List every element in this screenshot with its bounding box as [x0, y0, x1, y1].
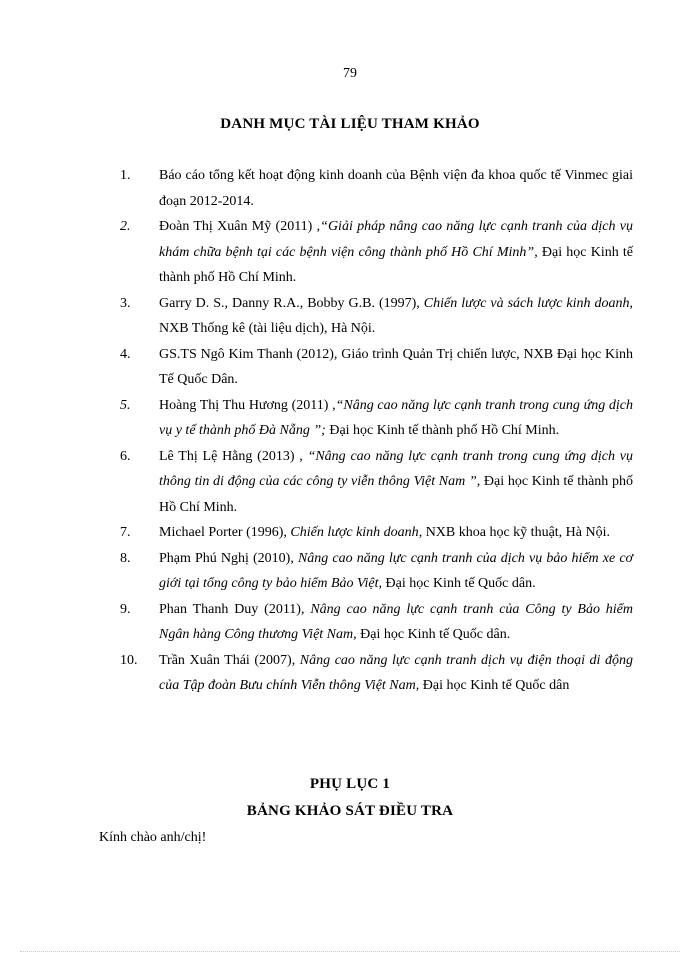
reference-number: 1.	[120, 168, 131, 183]
page-number: 79	[343, 66, 357, 81]
reference-item	[0, 393, 700, 444]
reference-number: 5.	[120, 397, 131, 413]
reference-number: 3.	[120, 295, 131, 311]
reference-title: Nâng cao năng lực cạnh tranh của dịch vụ bảo hiểm xe cơ giới tại tổng công ty bảo hiểm Bảo Việt,	[159, 550, 634, 591]
reference-item	[0, 163, 700, 214]
reference-title: “Nâng cao năng lực cạnh tranh trong cung ứng dịch vụ thông tin di động của các công ty viễn thông Việt Nam ”,	[159, 448, 633, 489]
reference-number: 9.	[120, 601, 131, 617]
reference-text: Phạm Phú Nghị (2010), Nâng cao năng lực cạnh tranh của dịch vụ bảo hiểm xe cơ giới tại tổng công ty bảo hiểm Bảo Việt, Đại học Kinh tế Quốc dân.	[159, 550, 634, 591]
appendix-title: PHỤ LỤC 1	[309, 776, 391, 792]
reference-item	[0, 342, 700, 393]
reference-text: Lê Thị Lệ Hằng (2013) , “Nâng cao năng lực cạnh tranh trong cung ứng dịch vụ thông tin di động của các công ty viễn thông Việt Nam ”, Đại học Kinh tế thành phố Hồ Chí Minh.	[159, 448, 633, 515]
reference-text: Michael Porter (1996), Chiến lược kinh doanh, NXB khoa học kỹ thuật, Hà Nội.	[159, 525, 610, 540]
references-title: DANH MỤC TÀI LIỆU THAM KHẢO	[220, 116, 480, 132]
reference-title: Nâng cao năng lực cạnh tranh dịch vụ điện thoại di động của Tập đoàn Bưu chính Viễn thông Việt Nam,	[159, 652, 633, 693]
reference-item	[0, 214, 700, 291]
references-list	[0, 163, 700, 699]
reference-number: 6.	[120, 448, 131, 464]
reference-item	[0, 648, 700, 699]
reference-item	[0, 597, 700, 648]
reference-text: Garry D. S., Danny R.A., Bobby G.B. (1997), Chiến lược và sách lược kinh doanh, NXB Thống kê (tài liệu dịch), Hà Nội.	[159, 295, 634, 336]
page-bottom-divider	[20, 951, 680, 952]
greeting-text: Kính chào anh/chị!	[99, 830, 207, 845]
reference-number: 8.	[120, 550, 131, 566]
reference-text: Trần Xuân Thái (2007), Nâng cao năng lực cạnh tranh dịch vụ điện thoại di động của Tập đoàn Bưu chính Viễn thông Việt Nam, Đại học Kinh tế Quốc dân	[159, 652, 633, 693]
reference-text: Hoàng Thị Thu Hương (2011) ,“Nâng cao năng lực cạnh tranh trong cung ứng dịch vụ y tế thành phố Đà Nẵng ”; Đại học Kinh tế thành phố Hồ Chí Minh.	[159, 397, 634, 438]
survey-title: BẢNG KHẢO SÁT ĐIỀU TRA	[246, 803, 454, 819]
reference-text: Phan Thanh Duy (2011), Nâng cao năng lực cạnh tranh của Công ty Bảo hiểm Ngân hàng Công thương Việt Nam, Đại học Kinh tế Quốc dân.	[159, 601, 634, 642]
reference-text: GS.TS Ngô Kim Thanh (2012), Giáo trình Quản Trị chiến lược, NXB Đại học Kinh Tế Quốc Dân.	[159, 346, 633, 387]
reference-number: 10.	[120, 652, 138, 668]
reference-title: “Giải pháp nâng cao năng lực cạnh tranh của dịch vụ khám chữa bệnh tại các bệnh viện công thành phố Hồ Chí Minh”,	[159, 219, 633, 260]
reference-number: 4.	[120, 346, 131, 362]
reference-item	[0, 444, 700, 521]
reference-item	[0, 520, 700, 546]
reference-title: Chiến lược và sách lược kinh doanh	[423, 295, 630, 311]
reference-title: Chiến lược kinh doanh	[290, 525, 419, 540]
reference-item	[0, 546, 700, 597]
reference-number: 2.	[120, 219, 131, 234]
reference-number: 7.	[120, 525, 131, 540]
reference-item	[0, 291, 700, 342]
reference-text: Báo cáo tổng kết hoạt động kinh doanh của Bệnh viện đa khoa quốc tế Vinmec giai đoạn 2012-2014.	[159, 168, 633, 209]
reference-text: Đoàn Thị Xuân Mỹ (2011) ,“Giải pháp nâng cao năng lực cạnh tranh của dịch vụ khám chữa bệnh tại các bệnh viện công thành phố Hồ Chí Minh”, Đại học Kinh tế thành phố Hồ Chí Minh.	[159, 219, 633, 285]
reference-title: Nâng cao năng lực cạnh tranh của Công ty Bảo hiểm Ngân hàng Công thương Việt Nam,	[159, 601, 634, 642]
reference-title: “Nâng cao năng lực cạnh tranh trong cung ứng dịch vụ y tế thành phố Đà Nẵng ”;	[159, 397, 634, 438]
